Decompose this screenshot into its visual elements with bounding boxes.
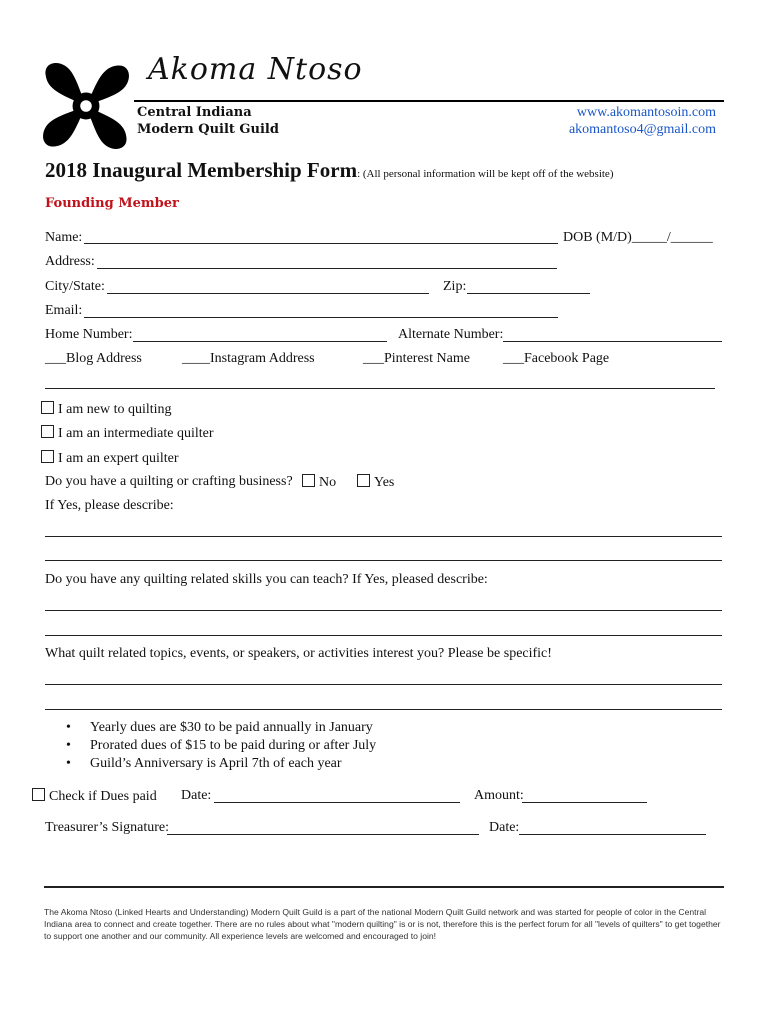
topics-line-2[interactable] <box>45 709 722 710</box>
email-label: Email: <box>45 303 83 318</box>
alternate-number-label: Alternate Number: <box>398 327 504 342</box>
amount-field[interactable] <box>522 802 647 803</box>
describe-label: If Yes, please describe: <box>45 498 174 513</box>
header-rule <box>134 100 724 102</box>
skills-question: Do you have any quilting related skills you can teach? If Yes, pleased describe: <box>45 572 488 587</box>
guild-name: Central Indiana Modern Quilt Guild <box>137 105 279 137</box>
treasurer-signature-label: Treasurer’s Signature: <box>45 820 170 835</box>
checkbox-icon[interactable] <box>32 788 45 801</box>
email-link[interactable]: akomantoso4@gmail.com <box>568 122 716 137</box>
address-field[interactable] <box>97 268 557 269</box>
home-number-label: Home Number: <box>45 327 133 342</box>
business-yes-option[interactable]: Yes <box>357 474 394 491</box>
footer-description: The Akoma Ntoso (Linked Hearts and Understanding) Modern Quilt Guild is a part of the national Modern Quilt Guild network and was started for people of color in the Central Indiana area to connect and create together. There are no rules about what "modern quilting" is or is not, therefore this is the perfect forum for all "levels of quilters" to get together to support one another and our community. All experience levels are welcomed and encouraged to join! <box>44 907 721 941</box>
dues-date-label: Date: <box>181 788 212 803</box>
prorated-bullet: • Prorated dues of $15 to be paid during or after July <box>68 738 376 754</box>
signature-date-field[interactable] <box>519 834 706 835</box>
dues-bullet: • Yearly dues are $30 to be paid annually in January <box>68 720 373 736</box>
signature-date-label: Date: <box>489 820 520 835</box>
pinterest-option[interactable]: ___Pinterest Name <box>363 351 470 366</box>
footer-rule <box>44 886 724 888</box>
website-link[interactable]: www.akomantosoin.com <box>576 105 716 120</box>
zip-field[interactable] <box>467 293 590 294</box>
name-label: Name: <box>45 230 83 245</box>
anniversary-bullet: • Guild’s Anniversary is April 7th of each year <box>68 756 342 772</box>
checkbox-icon[interactable] <box>41 401 54 414</box>
privacy-note: : (All personal information will be kept off of the website) <box>357 168 614 180</box>
city-state-label: City/State: <box>45 279 105 294</box>
founding-member-label: Founding Member <box>45 196 179 211</box>
social-handle-field[interactable] <box>45 388 715 389</box>
checkbox-icon[interactable] <box>357 474 370 487</box>
skills-line-2[interactable] <box>45 635 722 636</box>
facebook-option[interactable]: ___Facebook Page <box>503 351 610 366</box>
checkbox-icon[interactable] <box>41 450 54 463</box>
topics-line-1[interactable] <box>45 684 722 685</box>
email-field[interactable] <box>84 317 558 318</box>
alternate-number-field[interactable] <box>503 341 722 342</box>
address-label: Address: <box>45 254 95 269</box>
business-description-line-1[interactable] <box>45 536 722 537</box>
business-description-line-2[interactable] <box>45 560 722 561</box>
blog-address-option[interactable]: ___Blog Address <box>45 351 142 366</box>
home-number-field[interactable] <box>133 341 387 342</box>
contact-block <box>569 104 716 138</box>
expert-option[interactable]: I am an expert quilter <box>41 450 179 467</box>
dues-paid-option[interactable]: Check if Dues paid <box>32 788 157 805</box>
logo-wordmark: Akoma Ntoso <box>148 52 363 87</box>
form-title: 2018 Inaugural Membership Form: (All personal information will be kept off of the website) <box>45 158 614 182</box>
intermediate-option[interactable]: I am an intermediate quilter <box>41 425 214 442</box>
city-state-field[interactable] <box>107 293 429 294</box>
amount-label: Amount: <box>474 788 524 803</box>
name-field[interactable] <box>84 243 558 244</box>
topics-question: What quilt related topics, events, or speakers, or activities interest you? Please be specific! <box>45 646 552 661</box>
dues-date-field[interactable] <box>214 802 460 803</box>
treasurer-signature-field[interactable] <box>167 834 479 835</box>
dob-field[interactable]: DOB (M/D)_____/______ <box>563 230 713 245</box>
instagram-option[interactable]: ____Instagram Address <box>182 351 315 366</box>
skills-line-1[interactable] <box>45 610 722 611</box>
zip-label: Zip: <box>443 279 467 294</box>
business-question: Do you have a quilting or crafting business? <box>45 474 293 489</box>
checkbox-icon[interactable] <box>41 425 54 438</box>
business-no-option[interactable]: No <box>302 474 336 491</box>
new-to-quilting-option[interactable]: I am new to quilting <box>41 401 172 418</box>
checkbox-icon[interactable] <box>302 474 315 487</box>
guild-logo <box>38 58 134 154</box>
